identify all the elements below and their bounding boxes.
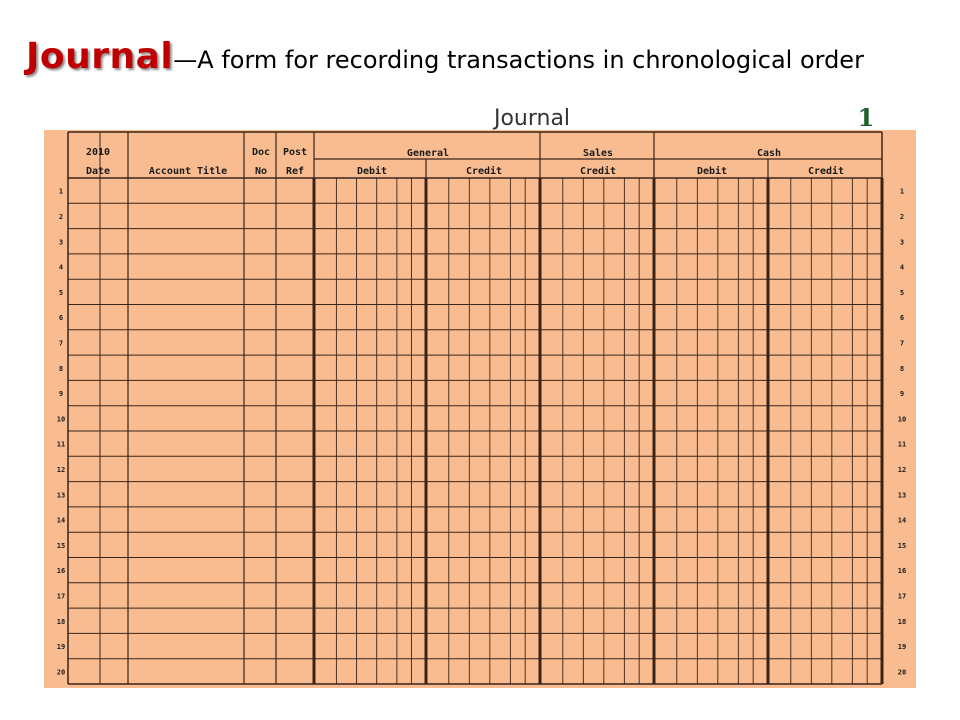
row-number-left: 18 [56, 617, 66, 626]
header-sales: Sales [582, 148, 614, 159]
row-number-left: 10 [56, 415, 66, 424]
row-number-right: 15 [897, 541, 907, 550]
header-cash-debit: Debit [696, 166, 728, 177]
journal-form-image [44, 104, 916, 688]
journal-form [44, 104, 916, 688]
row-number-left: 12 [56, 465, 66, 474]
row-number-right: 17 [897, 592, 907, 601]
slide-title-main: Journal [26, 36, 174, 77]
header-date: Date [85, 166, 111, 177]
header-doc-no: No [254, 166, 268, 177]
form-paper [44, 130, 916, 688]
header-year: 2010 [85, 147, 111, 158]
row-number-right: 11 [897, 440, 907, 449]
header-general-credit: Credit [465, 166, 503, 177]
row-number-left: 15 [56, 541, 66, 550]
row-number-right: 16 [897, 567, 907, 576]
row-number-right: 10 [897, 415, 907, 424]
row-number-right: 1 [899, 187, 905, 196]
row-number-right: 18 [897, 617, 907, 626]
header-post-ref: Ref [285, 166, 305, 177]
header-cash: Cash [756, 148, 782, 159]
row-number-left: 8 [58, 364, 64, 373]
header-general-debit: Debit [356, 166, 388, 177]
row-number-right: 3 [899, 238, 905, 247]
header-sales-credit: Credit [579, 166, 617, 177]
row-number-right: 5 [899, 288, 905, 297]
row-number-right: 4 [899, 263, 905, 272]
row-number-left: 4 [58, 263, 64, 272]
row-number-right: 13 [897, 491, 907, 500]
row-number-left: 20 [56, 668, 66, 677]
slide-title-subtitle: —A form for recording transactions in chronological order [173, 46, 864, 74]
row-number-left: 2 [58, 212, 64, 221]
row-number-right: 7 [899, 339, 905, 348]
row-number-left: 14 [56, 516, 66, 525]
slide-title [26, 36, 864, 77]
row-number-right: 12 [897, 465, 907, 474]
row-number-left: 1 [58, 187, 64, 196]
row-number-right: 20 [897, 668, 907, 677]
row-number-left: 16 [56, 567, 66, 576]
row-number-left: 9 [58, 390, 64, 399]
row-number-right: 8 [899, 364, 905, 373]
row-number-left: 19 [56, 643, 66, 652]
row-number-right: 6 [899, 314, 905, 323]
row-number-left: 3 [58, 238, 64, 247]
header-account-title: Account Title [148, 166, 228, 177]
row-number-right: 9 [899, 390, 905, 399]
row-number-right: 19 [897, 643, 907, 652]
row-number-right: 2 [899, 212, 905, 221]
row-number-left: 17 [56, 592, 66, 601]
header-cash-credit: Credit [807, 166, 845, 177]
row-number-left: 11 [56, 440, 66, 449]
header-general: General [406, 148, 450, 159]
row-number-left: 13 [56, 491, 66, 500]
row-number-left: 6 [58, 314, 64, 323]
form-title: Journal [493, 106, 571, 131]
row-number-left: 7 [58, 339, 64, 348]
form-page-number: 1 [857, 104, 875, 132]
row-number-right: 14 [897, 516, 907, 525]
header-doc: Doc [251, 147, 271, 158]
row-number-left: 5 [58, 288, 64, 297]
header-post: Post [282, 147, 308, 158]
